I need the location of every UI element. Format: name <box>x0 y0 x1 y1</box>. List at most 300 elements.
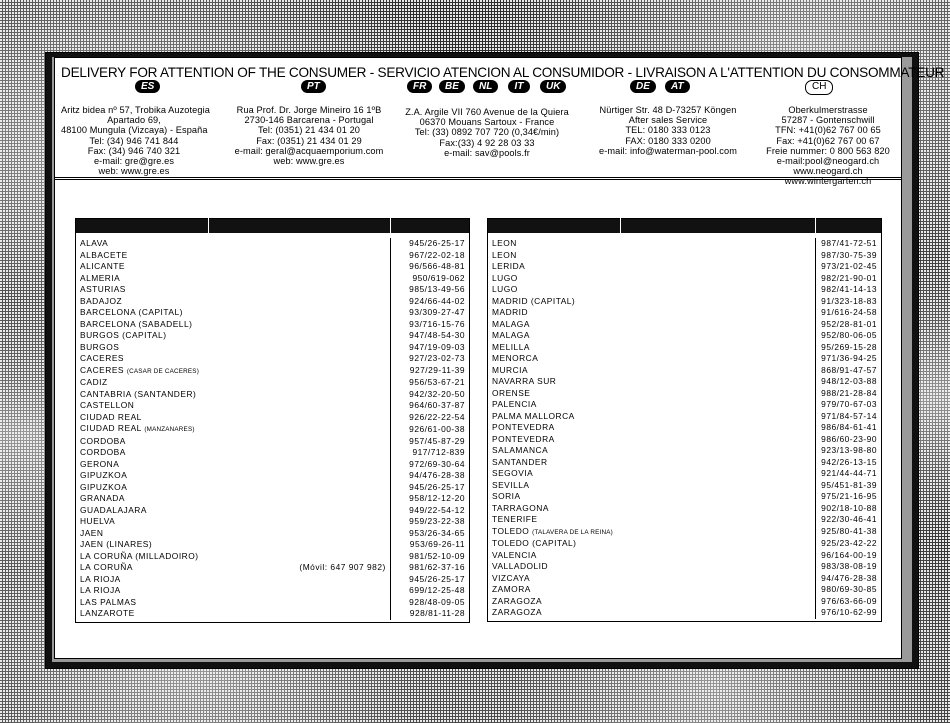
address-line: e-mail: gre@gre.es <box>93 156 175 167</box>
phone-cell: 957/45-87-29 <box>409 435 465 446</box>
table-row <box>488 296 882 308</box>
city-cell <box>76 516 209 528</box>
address-line: Oberkulmerstrasse <box>788 105 868 115</box>
note-cell <box>209 319 390 331</box>
address-line: TEL: 0180 333 0123 <box>625 125 711 136</box>
city-cell <box>76 365 209 378</box>
city-name: CACERES <box>80 353 124 363</box>
phone-cell: 959/23-22-38 <box>409 516 465 526</box>
address-line: Fax:(33) 4 92 28 03 33 <box>439 137 535 148</box>
note-cell <box>621 468 815 480</box>
table-row <box>76 608 470 620</box>
table-row <box>76 261 470 273</box>
city-cell <box>76 238 209 250</box>
city-cell <box>76 539 209 551</box>
note-cell <box>621 491 815 503</box>
city-name: CASTELLON <box>80 400 135 410</box>
phone-cell: 93/309-27-47 <box>409 307 465 317</box>
table-row <box>488 353 882 365</box>
phone-cell: 926/61-00-38 <box>409 423 465 434</box>
city-name: ZARAGOZA <box>492 607 543 617</box>
table-row <box>76 330 470 342</box>
table-row <box>488 434 882 446</box>
phone-cell: 982/41-14-13 <box>821 284 877 294</box>
city-name: LANZAROTE <box>80 608 135 618</box>
address-line: www.neogard.ch <box>793 166 863 177</box>
city-cell <box>488 550 621 562</box>
table-row <box>488 526 882 539</box>
city-cell <box>76 400 209 412</box>
table-row <box>488 538 882 550</box>
phone-cell: 927/23-02-73 <box>409 353 465 363</box>
city-cell <box>76 493 209 505</box>
phone-cell: 902/18-10-88 <box>821 502 877 513</box>
city-cell <box>488 296 621 308</box>
note-cell <box>621 238 815 250</box>
note-cell <box>621 434 815 446</box>
note-cell <box>209 250 390 262</box>
city-cell <box>76 470 209 482</box>
page-title: DELIVERY FOR ATTENTION OF THE CONSUMER - SERVICIO ATENCION AL CONSUMIDOR - LIVRAISON A L'ATTENTION DU CONSOMMATEUR <box>61 65 945 80</box>
city-name: SALAMANCA <box>492 445 549 455</box>
city-name: PALMA MALLORCA <box>492 410 575 421</box>
phone-cell: 986/60-23-90 <box>821 433 877 444</box>
table-row <box>76 342 470 354</box>
table-row <box>76 250 470 262</box>
note-cell <box>621 261 815 273</box>
table-row <box>488 261 882 273</box>
address-line: Tel: (0351) 21 434 01 20 <box>257 125 360 136</box>
note-cell <box>209 528 390 540</box>
city-name: ASTURIAS <box>80 284 126 294</box>
phone-cell: 95/451-81-39 <box>821 479 877 490</box>
city-name: LAS PALMAS <box>80 596 137 607</box>
table-row <box>488 250 882 262</box>
city-cell <box>488 376 621 388</box>
city-name: MADRID <box>492 307 529 317</box>
header-divider <box>55 177 901 180</box>
table-row <box>76 423 470 436</box>
city-cell <box>76 597 209 609</box>
city-name: MADRID (CAPITAL) <box>492 295 576 306</box>
phone-cell: 958/12-12-20 <box>409 493 465 503</box>
address-pt <box>227 105 391 166</box>
phone-cell: 868/91-47-57 <box>821 364 877 375</box>
note-cell <box>621 538 815 550</box>
table-row <box>488 457 882 469</box>
note-cell <box>621 411 815 423</box>
phone-cell: 956/53-67-21 <box>409 377 465 387</box>
phone-table-right <box>487 218 882 622</box>
note-cell <box>621 388 815 400</box>
city-name: ALBACETE <box>80 249 128 260</box>
table-row <box>76 389 470 401</box>
note-cell <box>209 296 390 308</box>
city-name: CORDOBA <box>80 435 126 446</box>
flag-uk: UK <box>540 80 566 93</box>
city-cell <box>488 422 621 434</box>
city-name: PONTEVEDRA <box>492 422 555 432</box>
address-line: TFN: +41(0)62 767 00 65 <box>775 125 881 136</box>
city-cell <box>76 330 209 342</box>
table-row <box>76 585 470 597</box>
city-cell <box>76 447 209 459</box>
address-line: Z.A. Argile VII 760 Avenue de la Quiera <box>405 107 569 117</box>
city-name: SANTANDER <box>492 456 548 467</box>
country-flags <box>55 80 901 94</box>
table-row <box>76 447 470 459</box>
phone-cell: 91/616-24-58 <box>821 307 877 317</box>
city-cell <box>488 284 621 296</box>
note-cell <box>209 342 390 354</box>
table-row <box>488 284 882 296</box>
table-row <box>76 574 470 586</box>
note-cell <box>209 516 390 528</box>
city-name: ZARAGOZA <box>492 595 543 606</box>
note-cell <box>621 584 815 596</box>
table-row <box>76 365 470 378</box>
phone-cell: 981/52-10-09 <box>409 550 465 561</box>
city-cell <box>488 330 621 342</box>
address-line: Freie nummer: 0 800 563 820 <box>766 145 890 156</box>
table-row <box>488 342 882 354</box>
city-cell <box>488 261 621 273</box>
note-cell <box>621 399 815 411</box>
city-cell <box>76 528 209 540</box>
table-row <box>76 539 470 551</box>
city-cell <box>488 342 621 354</box>
city-subarea: (TALAVERA DE LA REINA) <box>532 528 613 536</box>
phone-cell: 986/84-61-41 <box>821 422 877 432</box>
city-name: JAEN (LINARES) <box>80 539 153 549</box>
city-cell <box>488 526 621 539</box>
table-row <box>488 561 882 573</box>
note-cell <box>209 330 390 342</box>
city-cell <box>76 482 209 494</box>
table-row <box>488 399 882 411</box>
address-line: Fax: (0351) 21 434 01 29 <box>256 135 362 146</box>
phone-cell: 988/21-28-84 <box>821 387 877 398</box>
table-row <box>488 491 882 503</box>
table-row <box>76 597 470 609</box>
note-cell <box>621 307 815 319</box>
note-cell <box>621 422 815 434</box>
city-cell <box>488 491 621 503</box>
phone-cell: 949/22-54-12 <box>409 504 465 515</box>
phone-cell: 953/26-34-65 <box>409 527 465 538</box>
phone-cell: 942/26-13-15 <box>821 456 877 467</box>
city-cell <box>488 503 621 515</box>
phone-cell: 926/22-22-54 <box>409 411 465 422</box>
city-name: VALLADOLID <box>492 561 549 571</box>
city-name: VIZCAYA <box>492 572 531 583</box>
note-cell <box>621 526 815 539</box>
table-row <box>76 551 470 563</box>
phone-cell: 945/26-25-17 <box>409 573 465 584</box>
table-row <box>76 307 470 319</box>
note-cell <box>621 342 815 354</box>
city-name: CIUDAD REAL <box>80 423 142 433</box>
phone-cell: 976/10-62-99 <box>821 607 877 617</box>
phone-cell: 93/716-15-76 <box>409 318 465 329</box>
phone-cell: 942/32-20-50 <box>409 388 465 399</box>
note-cell <box>621 596 815 608</box>
city-name: MURCIA <box>492 364 529 375</box>
city-name: PONTEVEDRA <box>492 433 555 444</box>
city-name: ALAVA <box>80 238 109 248</box>
address-line: web: www.gre.es <box>98 166 170 177</box>
city-cell <box>76 342 209 354</box>
flag-fr: FR <box>407 80 432 93</box>
note-cell <box>621 561 815 573</box>
table-row <box>488 422 882 434</box>
note-cell <box>621 503 815 515</box>
address-line: FAX: 0180 333 0200 <box>625 135 711 146</box>
city-subarea: (CASAR DE CACERES) <box>126 367 200 375</box>
city-cell <box>76 585 209 597</box>
city-name: LA CORUÑA (MILLADOIRO) <box>80 550 199 561</box>
city-name: GERONA <box>80 458 120 469</box>
flag-es: ES <box>135 80 160 93</box>
phone-cell: 928/81-11-28 <box>409 608 465 618</box>
city-cell <box>76 307 209 319</box>
phone-cell: 928/48-09-05 <box>409 596 465 607</box>
flag-pt: PT <box>301 80 326 93</box>
city-cell <box>76 250 209 262</box>
table-header <box>488 219 882 234</box>
city-cell <box>488 584 621 596</box>
table-row <box>488 273 882 285</box>
table-row <box>488 376 882 388</box>
phone-cell: 923/13-98-80 <box>821 445 877 455</box>
note-cell <box>209 284 390 296</box>
note-cell <box>621 573 815 585</box>
note-cell <box>621 607 815 619</box>
phone-cell: 972/69-30-64 <box>409 458 465 469</box>
table-row <box>76 238 470 250</box>
city-cell <box>488 319 621 331</box>
city-cell <box>76 389 209 401</box>
city-name: LUGO <box>492 284 518 294</box>
city-cell <box>488 434 621 446</box>
phone-cell: 94/476-28-38 <box>821 572 877 583</box>
note-cell <box>621 273 815 285</box>
phone-cell: 925/80-41-38 <box>821 526 877 536</box>
phone-cell: 924/66-44-02 <box>409 295 465 306</box>
address-line: e-mail: info@waterman-pool.com <box>599 145 737 156</box>
note-cell <box>209 551 390 563</box>
table-row <box>488 411 882 423</box>
note-cell <box>209 608 390 620</box>
table-row <box>488 365 882 377</box>
city-name: LUGO <box>492 272 518 283</box>
address-line: Rua Prof. Dr. Jorge Mineiro 16 1ºB <box>236 105 382 115</box>
city-cell <box>488 445 621 457</box>
phone-cell: 952/28-81-01 <box>821 318 877 329</box>
address-line: e-mail: sav@pools.fr <box>444 147 530 158</box>
address-fr <box>399 107 575 158</box>
phone-cell: 945/26-25-17 <box>409 481 465 492</box>
city-cell <box>488 353 621 365</box>
phone-cell: 952/80-06-05 <box>821 330 877 340</box>
phone-cell: 975/21-16-95 <box>821 491 877 501</box>
address-line: 2730-146 Barcarena - Portugal <box>244 115 374 126</box>
city-name: ORENSE <box>492 387 531 398</box>
city-name: TOLEDO (CAPITAL) <box>492 538 577 548</box>
city-subarea: (MANZANARES) <box>144 426 195 433</box>
city-name: CACERES <box>80 364 124 375</box>
table-row <box>488 307 882 319</box>
address-line: Tel: (33) 0892 707 720 (0,34€/min) <box>414 127 560 138</box>
note-cell <box>209 436 390 448</box>
city-cell <box>76 505 209 517</box>
address-line: Tel: (34) 946 741 844 <box>89 135 179 146</box>
flag-be: BE <box>439 80 465 93</box>
table-row <box>76 436 470 448</box>
note-cell <box>209 261 390 273</box>
address-line: Fax: +41(0)62 767 00 67 <box>776 135 880 146</box>
city-name: MENORCA <box>492 353 539 363</box>
flag-de: DE <box>630 80 656 93</box>
document-panel <box>54 57 945 659</box>
note-cell <box>209 307 390 319</box>
city-name: BADAJOZ <box>80 295 123 306</box>
city-cell <box>488 457 621 469</box>
table-row <box>488 596 882 608</box>
note-cell <box>621 296 815 308</box>
city-name: BARCELONA (SABADELL) <box>80 318 193 329</box>
address-line: Nürtiger Str. 48 D-73257 Köngen <box>599 105 737 115</box>
city-name: LEON <box>492 238 517 248</box>
phone-cell: 927/29-11-39 <box>409 365 465 375</box>
flag-at: AT <box>665 80 690 93</box>
table-row <box>76 296 470 308</box>
phone-cell: 925/23-42-22 <box>821 538 877 548</box>
city-cell <box>488 365 621 377</box>
note-cell <box>209 482 390 494</box>
flag-nl: NL <box>473 80 498 93</box>
note-cell <box>621 365 815 377</box>
note-cell <box>209 505 390 517</box>
city-cell <box>488 468 621 480</box>
city-cell <box>76 273 209 285</box>
note-cell <box>209 585 390 597</box>
phone-cell: 91/323-18-83 <box>821 295 877 306</box>
table-row <box>76 412 470 424</box>
phone-cell: 979/70-67-03 <box>821 399 877 409</box>
address-de <box>585 105 751 156</box>
phone-cell: 982/21-90-01 <box>821 272 877 283</box>
city-cell <box>76 436 209 448</box>
table-row <box>488 480 882 492</box>
phone-cell: 981/62-37-16 <box>409 562 465 572</box>
phone-cell: 917/712-839 <box>412 447 465 457</box>
phone-cell: 967/22-02-18 <box>409 249 465 260</box>
note-cell <box>209 238 390 250</box>
phone-cell: 95/269-15-28 <box>821 341 877 352</box>
city-name: JAEN <box>80 527 104 538</box>
city-cell <box>488 480 621 492</box>
table-row <box>488 445 882 457</box>
note-cell <box>621 284 815 296</box>
city-cell <box>488 596 621 608</box>
address-line: Fax: (34) 946 740 321 <box>87 145 181 156</box>
phone-cell: 983/38-08-19 <box>821 561 877 571</box>
table-row <box>76 493 470 505</box>
table-row <box>488 514 882 526</box>
city-name: NAVARRA SUR <box>492 376 557 386</box>
city-cell <box>76 551 209 563</box>
city-cell <box>76 353 209 365</box>
phone-cell: 964/60-37-87 <box>409 400 465 410</box>
city-name: GIPUZKOA <box>80 481 128 492</box>
table-row <box>76 482 470 494</box>
phone-cell: 96/164-00-19 <box>821 549 877 560</box>
table-row <box>488 550 882 562</box>
note-cell <box>621 457 815 469</box>
note-cell <box>209 389 390 401</box>
note-cell <box>209 400 390 412</box>
note-cell <box>209 447 390 459</box>
city-name: LA RIOJA <box>80 573 121 584</box>
city-cell <box>76 574 209 586</box>
note-cell <box>209 273 390 285</box>
city-cell <box>488 388 621 400</box>
table-row <box>76 353 470 365</box>
city-cell <box>488 538 621 550</box>
city-cell <box>76 412 209 424</box>
city-cell <box>488 307 621 319</box>
address-line: e-mail:pool@neogard.ch <box>776 156 880 167</box>
address-line: After sales Service <box>628 115 708 126</box>
note-cell <box>209 459 390 471</box>
city-name: HUELVA <box>80 516 116 526</box>
table-row <box>488 503 882 515</box>
note-cell <box>209 539 390 551</box>
phone-cell: 953/69-26-11 <box>409 539 465 549</box>
city-name: BURGOS (CAPITAL) <box>80 330 167 340</box>
note-cell <box>209 423 390 436</box>
table-row <box>488 573 882 585</box>
table-row <box>76 516 470 528</box>
note-cell <box>621 330 815 342</box>
city-name: GRANADA <box>80 493 125 503</box>
city-name: GIPUZKOA <box>80 470 128 480</box>
table-row <box>488 607 882 619</box>
table-header <box>76 219 470 234</box>
city-name: SORIA <box>492 491 521 501</box>
note-cell <box>621 480 815 492</box>
phone-cell: 950/619-062 <box>412 272 465 283</box>
table-row <box>76 528 470 540</box>
city-cell <box>76 284 209 296</box>
city-name: ALICANTE <box>80 261 125 271</box>
city-name: TARRAGONA <box>492 502 549 513</box>
flag-it: IT <box>508 80 530 93</box>
city-cell <box>76 319 209 331</box>
table-row <box>76 284 470 296</box>
city-name: BARCELONA (CAPITAL) <box>80 307 183 317</box>
phone-cell: 922/30-46-41 <box>821 514 877 524</box>
phone-cell: 945/26-25-17 <box>409 238 465 248</box>
note-cell <box>209 412 390 424</box>
city-name: TOLEDO <box>492 525 530 536</box>
address-line: 57287 - Gontenschwill <box>781 115 875 126</box>
city-name: LEON <box>492 249 517 260</box>
address-line: 48100 Mungula (Vizcaya) - España <box>61 125 208 136</box>
city-name: MALAGA <box>492 318 530 329</box>
city-name: PALENCIA <box>492 399 537 409</box>
